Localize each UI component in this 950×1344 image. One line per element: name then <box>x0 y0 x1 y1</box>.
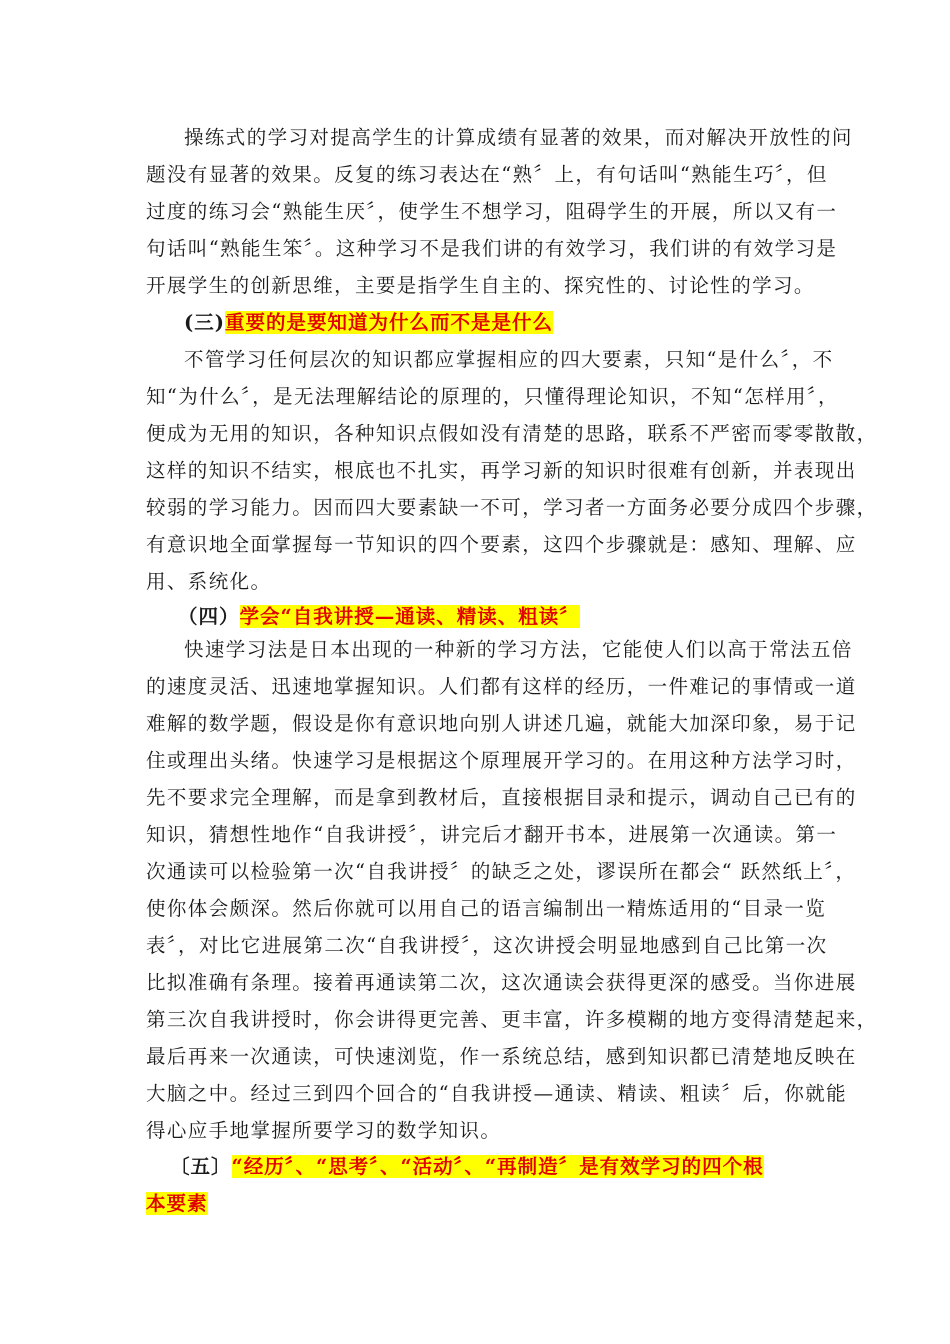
section-title-continued: 本要素 <box>146 1192 208 1215</box>
paragraph-line: 表〞，对比它进展第二次“自我讲授〞，这次讲授会明显地感到自己比第一次 <box>146 934 828 957</box>
paragraph-line: 知识，猜想性地作“自我讲授〞，讲完后才翻开书本，进展第一次通读。第一 <box>146 823 838 846</box>
paragraph-line: 操练式的学习对提高学生的计算成绩有显著的效果，而对解决开放性的问 <box>184 126 853 149</box>
section-number: 〔五〕 <box>170 1155 232 1178</box>
section-number: (三) <box>184 311 225 334</box>
paragraph-line: 过度的练习会“熟能生厌〞，使学生不想学习，阻碍学生的开展，所以又有一 <box>146 200 838 223</box>
paragraph-line: 最后再来一次通读，可快速浏览，作一系统总结，感到知识都已清楚地反映在 <box>146 1045 857 1068</box>
paragraph-line: 快速学习法是日本出现的一种新的学习方法，它能使人们以高于常法五倍 <box>184 638 853 661</box>
paragraph-line: 难解的数学题，假设是你有意识地向别人讲述几遍，就能大加深印象，易于记 <box>146 712 857 735</box>
section-number: （四） <box>178 605 240 628</box>
paragraph-line: 第三次自我讲授时，你会讲得更完善、更丰富，许多模糊的地方变得清楚起来， <box>146 1008 878 1031</box>
paragraph-line: 的速度灵活、迅速地掌握知识。人们都有这样的经历，一件难记的事情或一道 <box>146 675 857 698</box>
paragraph-line: 便成为无用的知识，各种知识点假如没有清楚的思路，联系不严密而零零散散， <box>146 422 878 445</box>
paragraph-line: 知“为什么〞，是无法理解结论的原理的，只懂得理论知识，不知“怎样用〞， <box>146 385 839 408</box>
paragraph-line: 大脑之中。经过三到四个回合的“自我讲授—通读、精读、粗读〞后，你就能 <box>146 1082 848 1105</box>
section-title: “经历〞、“思考〞、“活动〞、“再制造〞是有效学习的四个根 <box>231 1155 764 1178</box>
paragraph-line: 得心应手地掌握所要学习的数学知识。 <box>146 1119 502 1142</box>
section-heading-5 <box>170 1155 764 1179</box>
paragraph-line: 比拟准确有条理。接着再通读第二次，这次通读会获得更深的感受。当你进展 <box>146 971 857 994</box>
paragraph-line: 次通读可以检验第一次“自我讲授〞的缺乏之处，谬误所在都会“ 跃然纸上〞， <box>146 860 857 883</box>
section-heading-4 <box>178 605 580 629</box>
paragraph-line: 不管学习任何层次的知识都应掌握相应的四大要素，只知“是什么〞，不 <box>184 348 834 371</box>
paragraph-line: 开展学生的创新思维，主要是指学生自主的、探究性的、讨论性的学习。 <box>146 274 815 297</box>
paragraph-line: 先不要求完全理解，而是拿到教材后，直接根据目录和提示，调动自己已有的 <box>146 786 857 809</box>
section-heading-5-continued <box>146 1192 208 1216</box>
section-title: 学会“自我讲授—通读、精读、粗读〞 <box>239 605 580 628</box>
paragraph-line: 这样的知识不结实，根底也不扎实，再学习新的知识时很难有创新，并表现出 <box>146 459 857 482</box>
paragraph-line: 使你体会颇深。然后你就可以用自己的语言编制出一精炼适用的“目录一览 <box>146 897 827 920</box>
paragraph-line: 有意识地全面掌握每一节知识的四个要素，这四个步骤就是：感知、理解、应 <box>146 533 857 556</box>
paragraph-line: 较弱的学习能力。因而四大要素缺一不可，学习者一方面务必要分成四个步骤， <box>146 496 878 519</box>
paragraph-line: 题没有显著的效果。反复的练习表达在“熟〞上，有句话叫“熟能生巧〞，但 <box>146 163 828 186</box>
paragraph-line: 用、系统化。 <box>146 570 272 593</box>
section-heading-3 <box>184 311 553 335</box>
section-title: 重要的是要知道为什么而不是是什么 <box>224 311 553 334</box>
paragraph-line: 住或理出头绪。快速学习是根据这个原理展开学习的。在用这种方法学习时， <box>146 749 857 772</box>
paragraph-line: 句话叫“熟能生笨〞。这种学习不是我们讲的有效学习，我们讲的有效学习是 <box>146 237 838 260</box>
